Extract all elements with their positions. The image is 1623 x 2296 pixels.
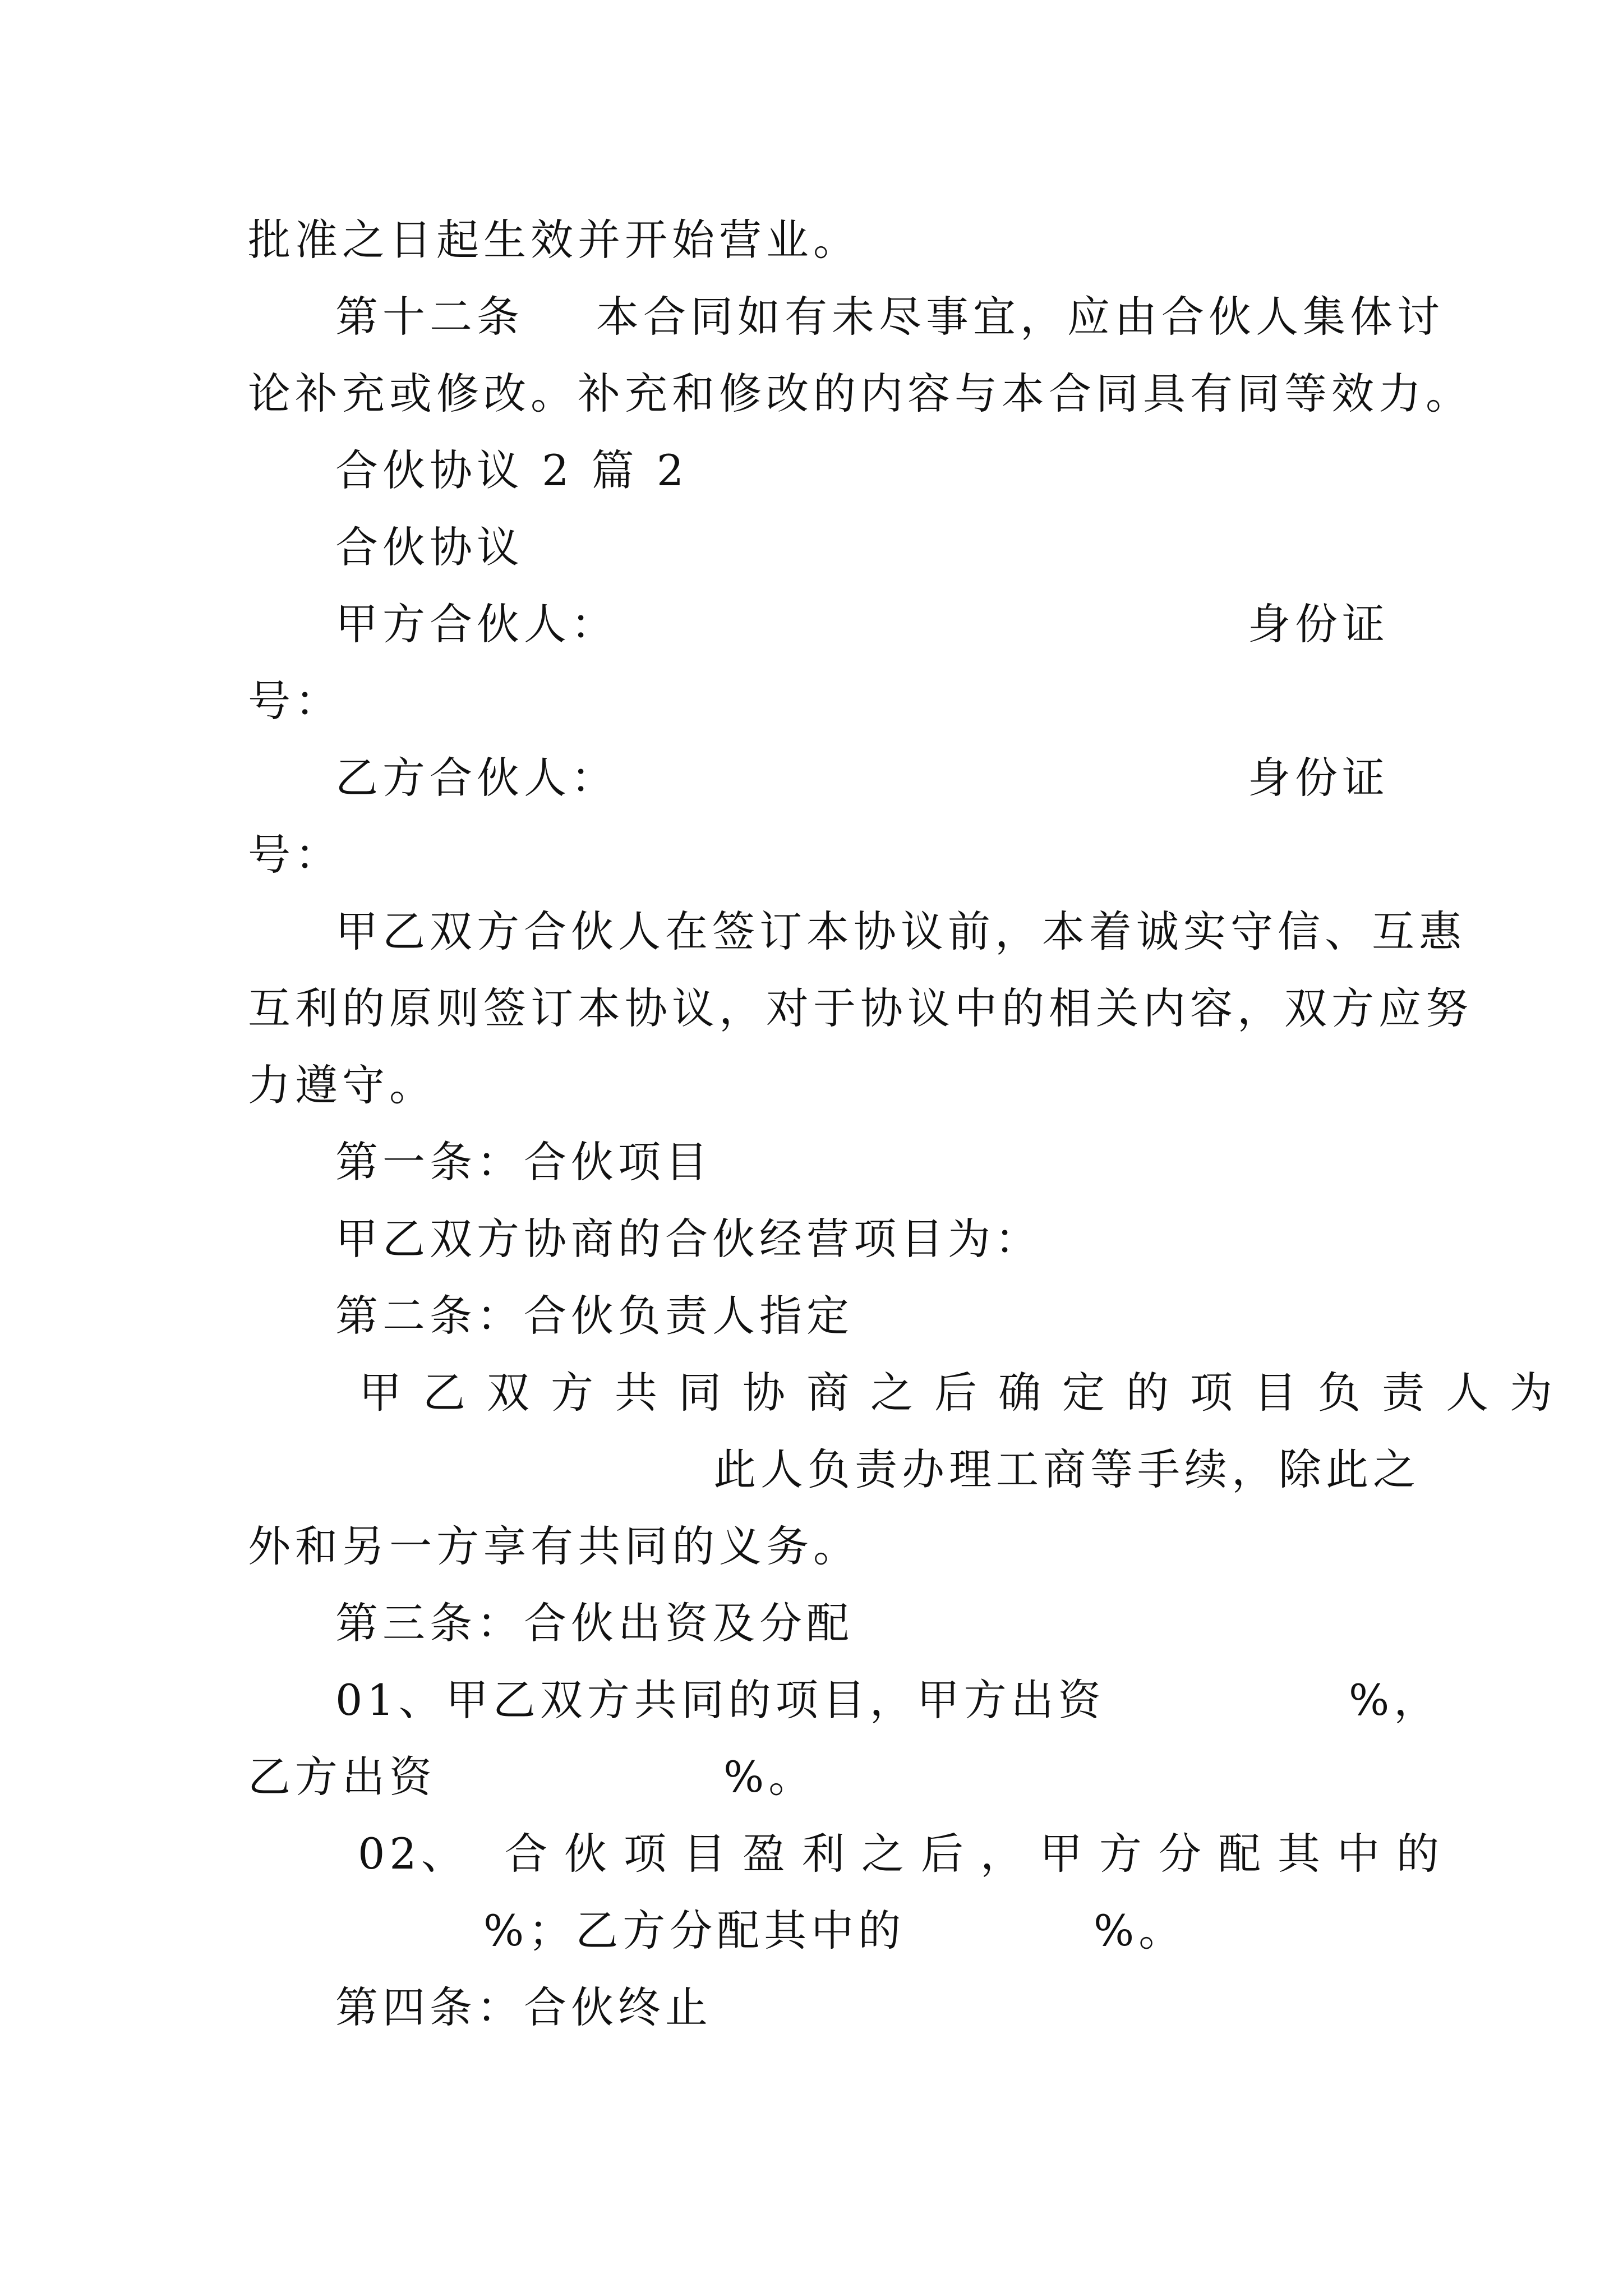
id-number-label: 号：: [248, 830, 342, 880]
text-line: 批准之日起生效并开始营业。: [248, 215, 860, 265]
text-line: 甲乙双方协商的合伙经营项目为：: [335, 1214, 1042, 1264]
article-heading: 第三条：合伙出资及分配: [335, 1598, 854, 1648]
article-heading: 第四条：合伙终止: [335, 1982, 712, 2032]
text-line: 乙方出资: [248, 1752, 436, 1802]
text-line: 本合同如有未尽事宜，应由合伙人集体讨: [596, 292, 1444, 342]
text-line: 合伙项目盈利之后，甲方分配其中的: [505, 1829, 1456, 1879]
id-number-label: 身份证: [1248, 753, 1389, 803]
text-line: 此人负责办理工商等手续，除此之: [713, 1444, 1420, 1494]
text-line: 甲乙双方合伙人在签订本协议前，本着诚实守信、互惠: [335, 907, 1466, 956]
percent-mark: %，: [1349, 1675, 1441, 1725]
party-a-label: 甲方合伙人：: [335, 599, 618, 649]
percent-mark: %。: [723, 1752, 816, 1802]
article-heading: 第二条：合伙负责人指定: [335, 1291, 854, 1341]
id-number-label: 号：: [248, 676, 342, 726]
text-line: 互利的原则签订本协议，对于协议中的相关内容，双方应努: [248, 983, 1473, 1033]
document-title: 合伙协议: [335, 522, 524, 572]
text-line: 外和另一方享有共同的义务。: [248, 1521, 860, 1571]
text-line: 力遵守。: [248, 1060, 436, 1110]
article-heading: 第一条：合伙项目: [335, 1137, 712, 1187]
party-b-label: 乙方合伙人：: [335, 753, 618, 803]
text-line: %；乙方分配其中的: [483, 1906, 906, 1955]
id-number-label: 身份证: [1248, 599, 1389, 649]
text-line: 01、甲乙双方共同的项目，甲方出资: [335, 1675, 1105, 1725]
text-line: 甲乙双方共同协商之后确定的项目负责人为: [359, 1368, 1574, 1418]
percent-mark: %。: [1094, 1906, 1186, 1955]
article-number: 第十二条: [335, 292, 524, 342]
section-heading: 合伙协议 2 篇 2: [335, 445, 689, 495]
text-line: 论补充或修改。补充和修改的内容与本合同具有同等效力。: [248, 369, 1473, 418]
clause-number: 02、: [358, 1829, 468, 1879]
